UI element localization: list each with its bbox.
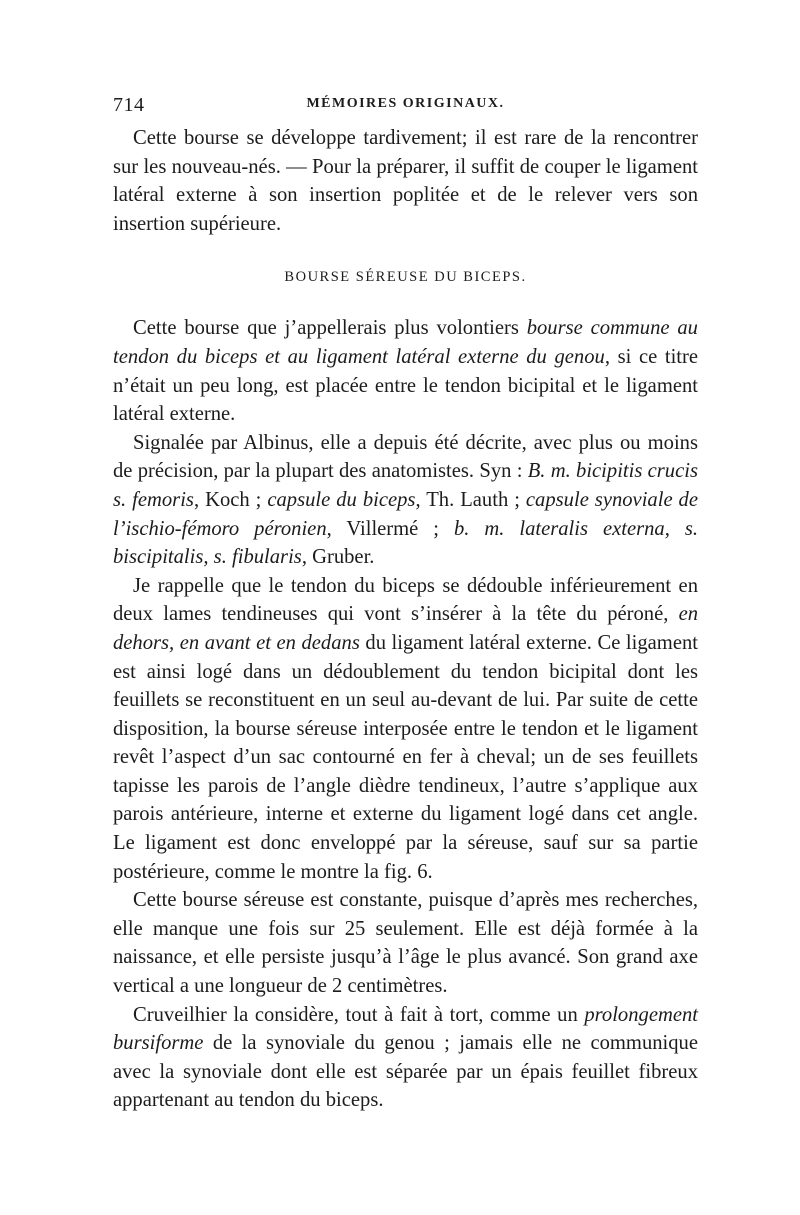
paragraph-4-italic-1: en dehors, en avant et en dedans <box>113 603 698 654</box>
paragraph-2-text-1: Cette bourse que j’appellerais plus volontiers <box>133 317 527 340</box>
paragraph-3-italic-4: b. m. lateralis externa, s. biscipitalis, s. fibularis <box>113 517 698 569</box>
paragraph-3-italic-1: B. m. bicipitis crucis s. femoris <box>113 460 698 511</box>
paragraph-3-italic-2: capsule du biceps <box>267 488 416 511</box>
book-page <box>113 94 698 1115</box>
paragraph-6 <box>113 1001 698 1115</box>
paragraph-3-text-2: , Koch ; <box>193 488 268 511</box>
running-head <box>113 94 698 124</box>
paragraph-3-italic-3: capsule synoviale de l’ischio-fémoro péronien <box>113 488 698 540</box>
paragraph-3-text-1: Signalée par Albinus, elle a depuis été décrite, avec plus ou moins de précision, par la plupart des anatomistes. Syn : <box>113 431 698 483</box>
paragraph-3 <box>113 429 698 572</box>
paragraph-6-italic-1: prolongement bursiforme <box>113 1003 698 1055</box>
paragraph-2-text-2: , si ce titre n’était un peu long, est placée entre le tendon bicipital et le ligament latéral externe. <box>113 345 699 426</box>
section-heading: BOURSE SÉREUSE DU BICEPS. <box>284 269 527 286</box>
paragraph-1: Cette bourse se développe tardivement; il est rare de la rencontrer sur les nouveau-nés. — Pour la préparer, il suffit de couper le ligament latéral externe à son insertion poplitée et de le relever vers son insertion supérieure. <box>113 127 698 235</box>
paragraph-3-text-4: , Villermé ; <box>326 517 454 540</box>
paragraph-6-text-2: de la synoviale du genou ; jamais elle ne communique avec la synoviale dont elle est séparée par un épais feuillet fibreux appartenant au tendon du biceps. <box>113 1032 698 1112</box>
paragraph-4-text-1: Je rappelle que le tendon du biceps se dédouble inférieurement en deux lames tendineuses qui vont s’insérer à la tête du péroné, <box>113 574 698 626</box>
paragraph-6-text-1: Cruveilhier la considère, tout à fait à tort, comme un <box>133 1003 585 1026</box>
paragraph-5: Cette bourse séreuse est constante, puisque d’après mes recherches, elle manque une fois sur 25 seulement. Elle est déjà formée à la naissance, et elle persiste jusqu’à l’âge le plus avancé. Son grand axe vertical a une longueur de 2 centimètres. <box>113 889 698 998</box>
page-number: 714 <box>113 94 145 116</box>
paragraph-4-text-2: du ligament latéral externe. Ce ligament est ainsi logé dans un dédoublement du tendon bicipital dont les feuillets se reconstituent en un seul au-devant de lui. Par suite de cette disposition, la bourse séreuse interposée entre le tendon et le ligament revêt l’aspect d’un sac contourné en fer à cheval; un de ses feuillets tapisse les parois de l’angle dièdre tendineux, l’autre s’applique aux parois antérieure, interne et externe du ligament logé dans cet angle. Le ligament est donc enveloppé par la séreuse, sauf sur sa partie postérieure, comme le montre la fig. 6. <box>113 631 698 883</box>
paragraph-2-italic-1: bourse commune au tendon du biceps et au ligament latéral externe du genou <box>113 317 698 368</box>
paragraph-2 <box>113 314 698 428</box>
paragraph-4 <box>113 572 698 887</box>
paragraph-3-text-3: , Th. Lauth ; <box>415 488 526 511</box>
paragraph-3-text-5: , Gruber. <box>301 546 375 569</box>
running-title: MÉMOIRES ORIGINAUX. <box>306 96 505 111</box>
